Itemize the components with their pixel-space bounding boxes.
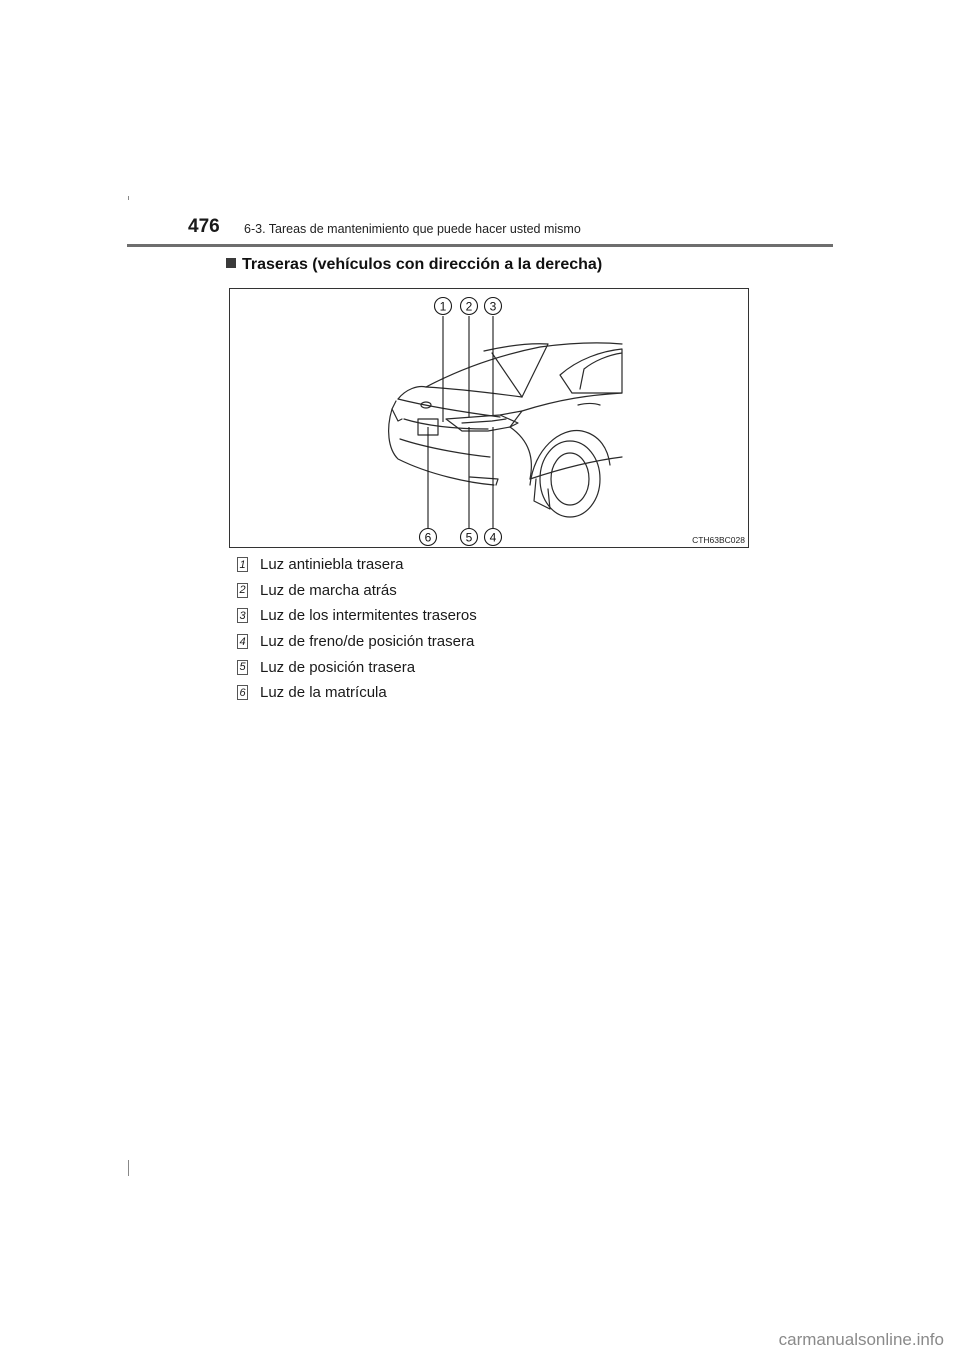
square-bullet-icon xyxy=(226,258,236,268)
callout-6: 6 xyxy=(424,530,432,545)
legend-item xyxy=(237,680,477,706)
legend-number: 5 xyxy=(237,660,248,675)
legend-item xyxy=(237,629,477,655)
legend-item xyxy=(237,552,477,578)
crop-mark xyxy=(128,1160,129,1176)
page-number: 476 xyxy=(188,216,220,237)
legend-item xyxy=(237,654,477,680)
legend-item xyxy=(237,603,477,629)
section-title xyxy=(226,256,602,274)
legend-list xyxy=(237,552,477,706)
crop-mark xyxy=(128,196,129,200)
legend-label: Luz de posición trasera xyxy=(260,658,416,676)
legend-number: 1 xyxy=(237,557,248,572)
header-rule xyxy=(127,244,833,247)
callout-3: 3 xyxy=(489,299,497,314)
legend-label: Luz de los intermitentes traseros xyxy=(260,607,477,625)
legend-label: Luz de marcha atrás xyxy=(260,581,397,599)
watermark: carmanualsonline.info xyxy=(778,1330,944,1349)
legend-number: 2 xyxy=(237,583,248,598)
figure-code: CTH63BC028 xyxy=(692,535,745,545)
car-rear-illustration xyxy=(230,289,748,547)
callout-5: 5 xyxy=(465,530,473,545)
legend-number: 3 xyxy=(237,608,248,623)
callout-1: 1 xyxy=(439,299,447,314)
car-rear-lights-figure xyxy=(229,288,749,548)
callout-4: 4 xyxy=(489,530,497,545)
legend-label: Luz de la matrícula xyxy=(260,684,387,702)
legend-label: Luz de freno/de posición trasera xyxy=(260,633,475,651)
section-title-text: Traseras (vehículos con dirección a la derecha) xyxy=(242,256,603,273)
callout-2: 2 xyxy=(465,299,473,314)
legend-number: 6 xyxy=(237,685,248,700)
legend-number: 4 xyxy=(237,634,248,649)
running-header: 6-3. Tareas de mantenimiento que puede hacer usted mismo xyxy=(244,222,581,236)
legend-item xyxy=(237,578,477,604)
legend-label: Luz antiniebla trasera xyxy=(260,556,404,574)
